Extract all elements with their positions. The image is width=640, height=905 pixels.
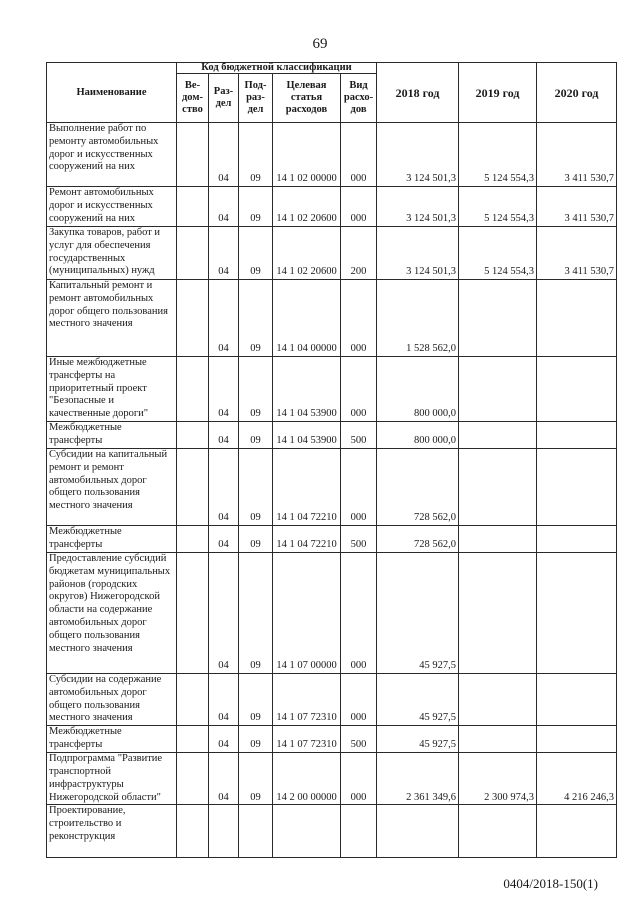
cell-razd: 04	[209, 357, 239, 422]
table-row	[47, 805, 617, 858]
cell-y2020	[537, 525, 617, 552]
cell-y2019: 5 124 554,3	[459, 227, 537, 280]
cell-y2019	[459, 421, 537, 448]
cell-y2018: 3 124 501,3	[377, 123, 459, 187]
table-row	[47, 673, 617, 725]
cell-name: Капитальный ремонт и ремонт автомобильных дорог общего пользования местного значения	[47, 280, 177, 357]
cell-y2020	[537, 357, 617, 422]
cell-vid: 500	[341, 726, 377, 753]
cell-razd: 04	[209, 421, 239, 448]
cell-vid	[341, 805, 377, 858]
cell-y2020	[537, 448, 617, 525]
cell-target: 14 1 04 53900	[273, 421, 341, 448]
cell-name: Субсидии на содержание автомобильных дорог общего пользования местного значения	[47, 673, 177, 725]
table-row	[47, 123, 617, 187]
cell-name: Предоставление субсидий бюджетам муниципальных районов (городских округов) Нижегородской области на содержание автомобильных дорог общего пользования местного значения	[47, 552, 177, 673]
cell-y2020: 3 411 530,7	[537, 187, 617, 227]
cell-y2018: 45 927,5	[377, 726, 459, 753]
cell-y2020	[537, 673, 617, 725]
header-2020: 2020 год	[537, 63, 617, 123]
cell-vid: 000	[341, 357, 377, 422]
cell-target: 14 1 07 72310	[273, 726, 341, 753]
cell-ved	[177, 187, 209, 227]
cell-name: Проектирование, строительство и реконструкция	[47, 805, 177, 858]
cell-y2020: 4 216 246,3	[537, 753, 617, 805]
cell-name: Подпрограмма "Развитие транспортной инфраструктуры Нижегородской области"	[47, 753, 177, 805]
budget-table-body	[47, 123, 617, 858]
cell-razd: 04	[209, 187, 239, 227]
cell-target: 14 1 02 20600	[273, 227, 341, 280]
cell-y2020	[537, 726, 617, 753]
cell-y2019: 5 124 554,3	[459, 187, 537, 227]
cell-y2019	[459, 448, 537, 525]
cell-ved	[177, 123, 209, 187]
cell-razd: 04	[209, 123, 239, 187]
cell-ved	[177, 805, 209, 858]
cell-target: 14 1 04 53900	[273, 357, 341, 422]
cell-razd	[209, 805, 239, 858]
header-2018: 2018 год	[377, 63, 459, 123]
cell-razd: 04	[209, 227, 239, 280]
table-row	[47, 552, 617, 673]
cell-podr: 09	[239, 673, 273, 725]
header-classification: Код бюджетной классификации	[177, 63, 377, 74]
cell-ved	[177, 280, 209, 357]
cell-name: Иные межбюджетные трансферты на приоритетный проект "Безопасные и качественные дороги"	[47, 357, 177, 422]
cell-y2018	[377, 805, 459, 858]
header-podrazdel: Под- раз- дел	[239, 74, 273, 123]
cell-target: 14 1 04 00000	[273, 280, 341, 357]
cell-name: Ремонт автомобильных дорог и искусственных сооружений на них	[47, 187, 177, 227]
cell-ved	[177, 421, 209, 448]
cell-razd: 04	[209, 525, 239, 552]
header-razdel: Раз- дел	[209, 74, 239, 123]
header-2019: 2019 год	[459, 63, 537, 123]
cell-y2018: 3 124 501,3	[377, 187, 459, 227]
cell-y2018: 800 000,0	[377, 357, 459, 422]
cell-target: 14 1 07 00000	[273, 552, 341, 673]
cell-y2018: 1 528 562,0	[377, 280, 459, 357]
table-row	[47, 726, 617, 753]
cell-y2019: 2 300 974,3	[459, 753, 537, 805]
cell-y2019	[459, 525, 537, 552]
cell-y2018: 728 562,0	[377, 525, 459, 552]
cell-y2020	[537, 280, 617, 357]
cell-razd: 04	[209, 280, 239, 357]
cell-ved	[177, 227, 209, 280]
cell-ved	[177, 726, 209, 753]
cell-y2018: 45 927,5	[377, 552, 459, 673]
cell-ved	[177, 357, 209, 422]
cell-y2019	[459, 552, 537, 673]
cell-name: Межбюджетные трансферты	[47, 525, 177, 552]
table-row	[47, 421, 617, 448]
cell-podr: 09	[239, 421, 273, 448]
cell-podr	[239, 805, 273, 858]
cell-name: Закупка товаров, работ и услуг для обеспечения государственных (муниципальных) нужд	[47, 227, 177, 280]
cell-podr: 09	[239, 552, 273, 673]
cell-y2019	[459, 280, 537, 357]
header-target: Целевая статья расходов	[273, 74, 341, 123]
cell-razd: 04	[209, 448, 239, 525]
cell-vid: 500	[341, 525, 377, 552]
table-row	[47, 753, 617, 805]
header-vid: Вид расхо- дов	[341, 74, 377, 123]
cell-razd: 04	[209, 726, 239, 753]
cell-y2019	[459, 805, 537, 858]
cell-y2018: 728 562,0	[377, 448, 459, 525]
cell-name: Выполнение работ по ремонту автомобильных дорог и искусственных сооружений на них	[47, 123, 177, 187]
cell-podr: 09	[239, 448, 273, 525]
cell-target	[273, 805, 341, 858]
cell-podr: 09	[239, 187, 273, 227]
cell-ved	[177, 525, 209, 552]
table-row	[47, 187, 617, 227]
cell-target: 14 1 02 20600	[273, 187, 341, 227]
cell-razd: 04	[209, 552, 239, 673]
cell-vid: 000	[341, 552, 377, 673]
cell-vid: 000	[341, 753, 377, 805]
cell-y2019	[459, 726, 537, 753]
cell-y2018: 2 361 349,6	[377, 753, 459, 805]
table-row	[47, 525, 617, 552]
cell-ved	[177, 673, 209, 725]
cell-name: Субсидии на капитальный ремонт и ремонт автомобильных дорог общего пользования местного значения	[47, 448, 177, 525]
cell-podr: 09	[239, 753, 273, 805]
cell-y2020: 3 411 530,7	[537, 227, 617, 280]
cell-y2020	[537, 421, 617, 448]
cell-podr: 09	[239, 227, 273, 280]
cell-vid: 200	[341, 227, 377, 280]
cell-y2020	[537, 805, 617, 858]
cell-vid: 000	[341, 673, 377, 725]
header-vedomstvo: Ве- дом- ство	[177, 74, 209, 123]
cell-y2018: 45 927,5	[377, 673, 459, 725]
cell-ved	[177, 552, 209, 673]
cell-y2019	[459, 673, 537, 725]
cell-target: 14 1 04 72210	[273, 525, 341, 552]
table-row	[47, 448, 617, 525]
cell-y2018: 3 124 501,3	[377, 227, 459, 280]
cell-podr: 09	[239, 726, 273, 753]
cell-y2020	[537, 552, 617, 673]
cell-vid: 000	[341, 187, 377, 227]
cell-vid: 500	[341, 421, 377, 448]
cell-target: 14 2 00 00000	[273, 753, 341, 805]
cell-y2019: 5 124 554,3	[459, 123, 537, 187]
document-code: 0404/2018-150(1)	[503, 876, 598, 891]
cell-razd: 04	[209, 673, 239, 725]
cell-y2018: 800 000,0	[377, 421, 459, 448]
table-row	[47, 357, 617, 422]
budget-table	[46, 62, 617, 858]
cell-vid: 000	[341, 123, 377, 187]
cell-target: 14 1 04 72210	[273, 448, 341, 525]
cell-podr: 09	[239, 280, 273, 357]
header-name: Наименование	[47, 63, 177, 123]
cell-y2019	[459, 357, 537, 422]
table-row	[47, 227, 617, 280]
cell-target: 14 1 07 72310	[273, 673, 341, 725]
cell-y2020: 3 411 530,7	[537, 123, 617, 187]
table-row	[47, 280, 617, 357]
cell-target: 14 1 02 00000	[273, 123, 341, 187]
cell-name: Межбюджетные трансферты	[47, 726, 177, 753]
cell-vid: 000	[341, 280, 377, 357]
page-number: 69	[312, 36, 328, 52]
cell-podr: 09	[239, 357, 273, 422]
cell-podr: 09	[239, 525, 273, 552]
cell-ved	[177, 448, 209, 525]
cell-razd: 04	[209, 753, 239, 805]
cell-ved	[177, 753, 209, 805]
cell-vid: 000	[341, 448, 377, 525]
cell-name: Межбюджетные трансферты	[47, 421, 177, 448]
cell-podr: 09	[239, 123, 273, 187]
